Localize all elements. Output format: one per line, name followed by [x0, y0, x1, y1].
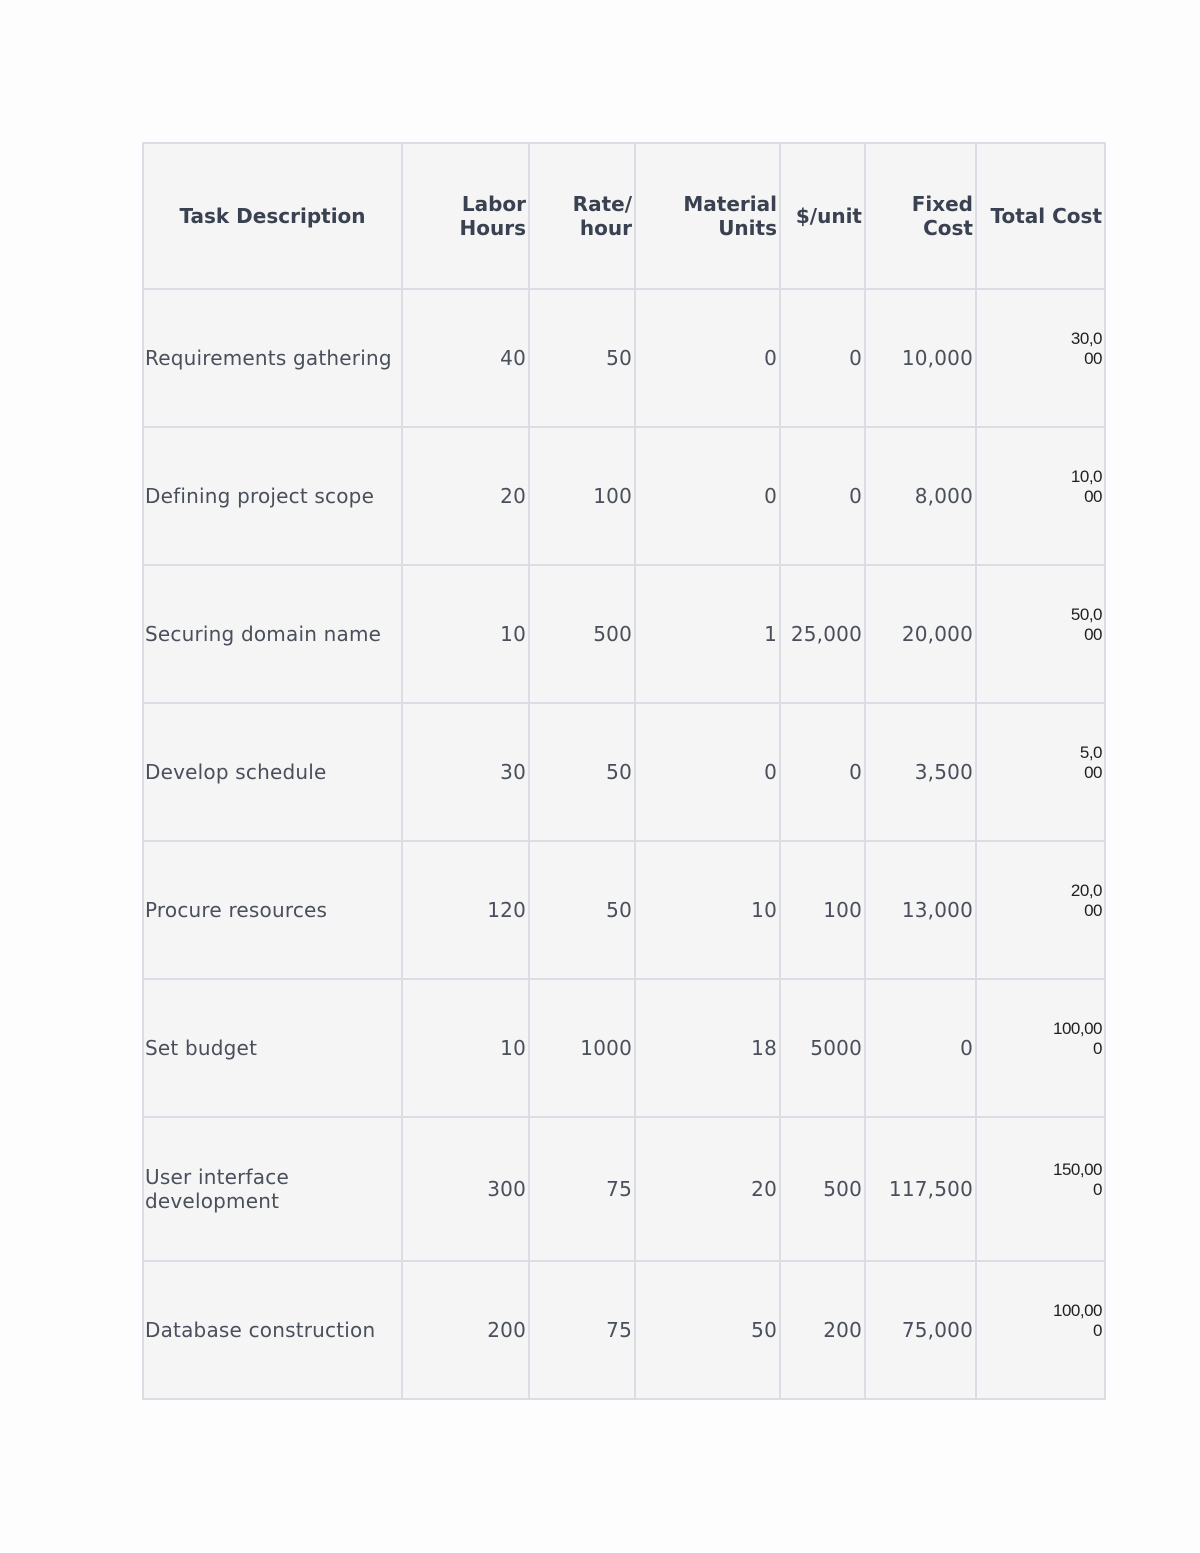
cell-fixed-cost: 8,000	[865, 427, 976, 565]
total-cost-value: 20,000	[1070, 881, 1102, 920]
cell-material-units: 18	[635, 979, 780, 1117]
header-labor-hours-line2: Hours	[459, 216, 526, 240]
cell-per-unit: 5000	[780, 979, 865, 1117]
cell-fixed-cost: 117,500	[865, 1117, 976, 1261]
cell-fixed-cost: 13,000	[865, 841, 976, 979]
cell-total-cost	[976, 565, 1105, 703]
cell-rate-hour: 100	[529, 427, 635, 565]
header-rate-hour	[529, 143, 635, 289]
cell-material-units: 0	[635, 289, 780, 427]
cell-per-unit: 0	[780, 703, 865, 841]
header-material-units	[635, 143, 780, 289]
total-cost-value: 100,000	[1053, 1019, 1102, 1058]
cell-labor-hours: 40	[402, 289, 529, 427]
header-labor-hours-line1: Labor	[461, 192, 526, 216]
table-row	[143, 427, 1105, 565]
cell-total-cost	[976, 979, 1105, 1117]
cell-rate-hour: 50	[529, 703, 635, 841]
cell-fixed-cost: 0	[865, 979, 976, 1117]
cell-total-cost	[976, 1117, 1105, 1261]
cell-fixed-cost: 10,000	[865, 289, 976, 427]
cell-fixed-cost: 3,500	[865, 703, 976, 841]
header-fixed-cost	[865, 143, 976, 289]
cell-per-unit: 100	[780, 841, 865, 979]
cell-material-units: 50	[635, 1261, 780, 1399]
cell-labor-hours: 10	[402, 979, 529, 1117]
header-fixed-cost-line2: Cost	[923, 216, 973, 240]
header-material-units-line1: Material	[683, 192, 777, 216]
cell-labor-hours: 20	[402, 427, 529, 565]
total-cost-value: 150,000	[1053, 1160, 1102, 1199]
table-row	[143, 1261, 1105, 1399]
cell-material-units: 10	[635, 841, 780, 979]
cell-task: Database construction	[143, 1261, 402, 1399]
cell-per-unit: 0	[780, 427, 865, 565]
cell-task: User interface development	[143, 1117, 402, 1261]
cell-total-cost	[976, 703, 1105, 841]
cell-task: Develop schedule	[143, 703, 402, 841]
cell-labor-hours: 120	[402, 841, 529, 979]
header-rate-hour-line1: Rate/	[572, 192, 632, 216]
cell-fixed-cost: 75,000	[865, 1261, 976, 1399]
cell-labor-hours: 200	[402, 1261, 529, 1399]
cell-task: Set budget	[143, 979, 402, 1117]
cell-per-unit: 500	[780, 1117, 865, 1261]
cell-task: Requirements gathering	[143, 289, 402, 427]
cell-per-unit: 25,000	[780, 565, 865, 703]
header-rate-hour-line2: hour	[579, 216, 632, 240]
cell-total-cost	[976, 1261, 1105, 1399]
cell-total-cost	[976, 841, 1105, 979]
cell-task: Securing domain name	[143, 565, 402, 703]
table-row	[143, 703, 1105, 841]
header-material-units-line2: Units	[718, 216, 777, 240]
table-row	[143, 841, 1105, 979]
table-row	[143, 1117, 1105, 1261]
total-cost-value: 30,000	[1070, 329, 1102, 368]
cell-task: Procure resources	[143, 841, 402, 979]
cell-total-cost	[976, 427, 1105, 565]
cell-task: Defining project scope	[143, 427, 402, 565]
cell-rate-hour: 50	[529, 841, 635, 979]
header-labor-hours	[402, 143, 529, 289]
cell-rate-hour: 50	[529, 289, 635, 427]
header-task-description: Task Description	[143, 143, 402, 289]
cell-per-unit: 0	[780, 289, 865, 427]
table-row	[143, 289, 1105, 427]
cell-material-units: 1	[635, 565, 780, 703]
cell-labor-hours: 300	[402, 1117, 529, 1261]
total-cost-value: 100,000	[1053, 1301, 1102, 1340]
table-row	[143, 979, 1105, 1117]
cell-rate-hour: 75	[529, 1117, 635, 1261]
table-row	[143, 565, 1105, 703]
header-row	[143, 143, 1105, 289]
cell-rate-hour: 500	[529, 565, 635, 703]
cell-material-units: 0	[635, 703, 780, 841]
cell-rate-hour: 75	[529, 1261, 635, 1399]
total-cost-value: 5,000	[1079, 743, 1102, 782]
cost-table	[142, 142, 1106, 1400]
total-cost-value: 50,000	[1070, 605, 1102, 644]
cell-fixed-cost: 20,000	[865, 565, 976, 703]
header-fixed-cost-line1: Fixed	[911, 192, 973, 216]
cell-labor-hours: 10	[402, 565, 529, 703]
cell-material-units: 0	[635, 427, 780, 565]
cell-labor-hours: 30	[402, 703, 529, 841]
header-per-unit: $/unit	[780, 143, 865, 289]
total-cost-value: 10,000	[1070, 467, 1102, 506]
cell-total-cost	[976, 289, 1105, 427]
header-total-cost: Total Cost	[976, 143, 1105, 289]
cell-per-unit: 200	[780, 1261, 865, 1399]
cell-rate-hour: 1000	[529, 979, 635, 1117]
cell-material-units: 20	[635, 1117, 780, 1261]
